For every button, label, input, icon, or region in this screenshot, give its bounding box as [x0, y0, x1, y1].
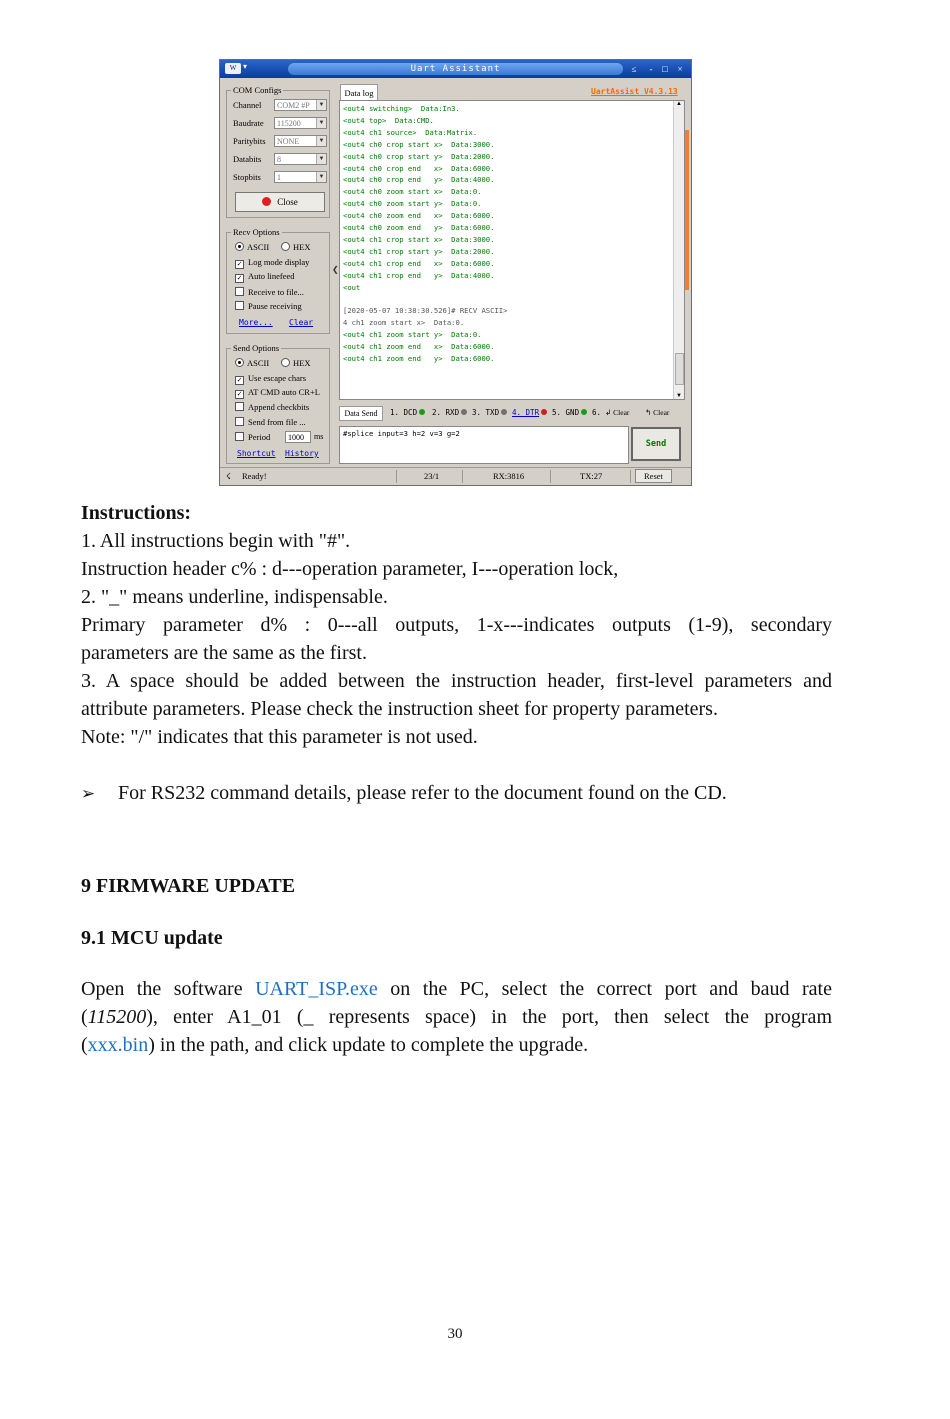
scroll-thumb[interactable]: [675, 353, 684, 385]
page-number: 30: [447, 1326, 463, 1342]
log-line: <out4 ch1 source> Data:Matrix.: [343, 127, 478, 137]
stopbits-row: [231, 171, 329, 183]
uart-assistant-window: [219, 59, 692, 486]
log-line: <out4 ch0 zoom end y> Data:6000.: [343, 223, 495, 232]
divider: [550, 470, 551, 483]
stopbits-select[interactable]: 1 ▼: [274, 171, 327, 183]
bin-file-link[interactable]: xxx.bin: [87, 1034, 149, 1056]
send-hex-radio[interactable]: HEX: [281, 358, 310, 368]
send-options-group: [226, 343, 330, 464]
tab-data-send[interactable]: Data Send: [339, 406, 383, 421]
pause-receiving-checkbox[interactable]: Pause receiving: [235, 301, 302, 311]
databits-row: [231, 153, 329, 165]
paritybits-row: [231, 135, 329, 147]
scroll-up-icon[interactable]: ▲: [676, 101, 682, 107]
status-tx: TX:27: [580, 471, 603, 481]
close-window-button[interactable]: ×: [677, 64, 683, 74]
log-line: <out4 ch0 crop start y> Data:2000.: [343, 151, 495, 161]
recv-options-label: Recv Options: [233, 227, 280, 237]
tab-data-log[interactable]: Data log: [340, 84, 378, 101]
arrow-bullet-icon: ➢: [81, 784, 96, 804]
at-cmd-checkbox[interactable]: ✓ AT CMD auto CR+L: [236, 387, 320, 398]
signal-txd[interactable]: 3. TXD: [472, 408, 507, 417]
send-ascii-radio[interactable]: ASCII: [235, 358, 269, 368]
subsection-heading: 9.1 MCU update: [81, 927, 223, 949]
instruction-line-1: 1. All instructions begin with "#".: [81, 530, 351, 552]
signal-gnd[interactable]: 5. GND: [552, 408, 587, 417]
log-line: <out4 ch0 zoom end x> Data:6000.: [343, 211, 495, 221]
more-link[interactable]: More...: [239, 318, 273, 327]
signal-dcd[interactable]: 1. DCD: [390, 408, 425, 417]
close-port-button[interactable]: [235, 192, 325, 212]
log-line: 4 ch1 zoom start x> Data:0.: [343, 318, 465, 328]
chevron-down-icon: ▼: [316, 100, 326, 110]
status-counter: 23/1: [424, 471, 440, 481]
log-line: <out4 ch1 crop start x> Data:3000.: [343, 234, 495, 244]
channel-label: Channel: [233, 100, 262, 110]
send-input[interactable]: #splice input=3 h=2 v=3 g=2: [339, 426, 629, 464]
pin-icon[interactable]: ≤: [631, 64, 637, 74]
panel-collapse-chevron-icon[interactable]: ❮: [332, 265, 339, 274]
paritybits-label: Paritybits: [233, 136, 266, 146]
divider: [630, 470, 631, 483]
chevron-down-icon: ▼: [316, 118, 326, 128]
status-dot-icon: [419, 409, 425, 415]
log-line: <out4 ch1 zoom start y> Data:0.: [343, 330, 482, 340]
status-dot-icon: [541, 409, 547, 415]
log-line: <out4 ch1 crop end x> Data:6000.: [343, 258, 495, 268]
auto-linefeed-checkbox[interactable]: ✓ Auto linefeed: [236, 271, 295, 282]
baudrate-row: [231, 117, 329, 129]
history-link[interactable]: History: [285, 449, 319, 458]
divider: [396, 470, 397, 483]
log-line: <out4 ch1 crop end y> Data:4000.: [343, 270, 495, 280]
status-rx: RX:3816: [493, 471, 525, 481]
maximize-button[interactable]: □: [662, 64, 668, 74]
title-bar: [220, 60, 691, 78]
instructions-heading: Instructions:: [81, 502, 192, 524]
log-line: <out4 ch0 crop end x> Data:6000.: [343, 163, 495, 173]
eraser-icon: ↲: [605, 408, 612, 417]
channel-select[interactable]: COM2 #P ▼: [274, 99, 327, 111]
send-button[interactable]: Send: [631, 427, 681, 461]
undo-icon: ↰: [645, 408, 652, 417]
chevron-down-icon: ▼: [316, 136, 326, 146]
port-status-icon: [262, 197, 271, 206]
baudrate-select[interactable]: 115200 ▼: [274, 117, 327, 129]
divider: [462, 470, 463, 483]
log-scrollbar[interactable]: [673, 101, 684, 399]
instruction-line-8: Note: "/" indicates that this parameter is not used.: [81, 726, 478, 748]
window-menu-chevron-icon[interactable]: ▾: [243, 62, 248, 71]
brand-version-link[interactable]: UartAssist V4.3.13: [591, 87, 678, 96]
chevron-down-icon: ▼: [316, 154, 326, 164]
instruction-line-5: parameters are the same as the first.: [81, 642, 367, 664]
instruction-line-7: attribute parameters. Please check the instruction sheet for property parameters.: [81, 698, 718, 720]
log-line: <out: [343, 282, 361, 292]
clear-all-button[interactable]: ↰ Clear: [645, 408, 670, 417]
log-line: <out4 ch0 crop start x> Data:3000.: [343, 139, 495, 149]
stopbits-label: Stopbits: [233, 172, 261, 182]
instruction-line-4: Primary parameter d% : 0---all outputs, 1-x---indicates outputs (1-9), secondary: [81, 614, 832, 636]
receive-to-file-checkbox[interactable]: Receive to file...: [235, 287, 304, 297]
log-line: <out4 ch0 crop end y> Data:4000.: [343, 175, 495, 185]
bullet-text: For RS232 command details, please refer to the document found on the CD.: [118, 782, 727, 804]
databits-select[interactable]: 8 ▼: [274, 153, 327, 165]
section-heading: 9 FIRMWARE UPDATE: [81, 875, 296, 897]
send-from-file-checkbox[interactable]: Send from file ...: [235, 417, 306, 427]
recv-hex-radio[interactable]: HEX: [281, 242, 310, 252]
instruction-line-2: Instruction header c% : d---operation parameter, I---operation lock,: [81, 558, 619, 580]
period-checkbox[interactable]: Period: [235, 432, 270, 442]
status-dot-icon: [461, 409, 467, 415]
scroll-down-icon[interactable]: ▼: [676, 393, 682, 399]
uart-isp-link[interactable]: UART_ISP.exe: [255, 978, 378, 1000]
reset-button[interactable]: Reset: [635, 469, 672, 483]
signal-dtr[interactable]: 4. DTR: [512, 408, 547, 417]
paragraph-line-3: (xxx.bin) in the path, and click update to complete the upgrade.: [81, 1034, 589, 1056]
recv-ascii-radio[interactable]: ASCII: [235, 242, 269, 252]
paritybits-select[interactable]: NONE ▼: [274, 135, 327, 147]
close-port-label: Close: [277, 197, 298, 207]
databits-label: Databits: [233, 154, 262, 164]
status-ready: Ready!: [242, 471, 267, 481]
com-configs-label: COM Configs: [233, 85, 282, 95]
instruction-line-3: 2. "_" means underline, indispensable.: [81, 586, 388, 608]
use-escape-checkbox[interactable]: ✓ Use escape chars: [236, 373, 307, 384]
log-line: [2020-05-07 10:38:30.526]# RECV ASCII>: [343, 306, 508, 316]
log-line: <out4 ch0 zoom start y> Data:0.: [343, 199, 482, 209]
log-line: <out4 ch1 zoom end y> Data:6000.: [343, 353, 495, 363]
log-line: <out4 ch0 zoom start x> Data:0.: [343, 187, 482, 197]
ready-icon: ☇: [226, 471, 231, 481]
data-send-toolbar: [339, 406, 689, 422]
period-unit: ms: [314, 432, 324, 441]
status-dot-icon: [501, 409, 507, 415]
shortcut-link[interactable]: Shortcut: [237, 449, 276, 458]
signal-rxd[interactable]: 2. RXD: [432, 408, 467, 417]
instruction-line-6: 3. A space should be added between the instruction header, first-level parameters and: [81, 670, 832, 692]
paragraph-line-2: (115200), enter A1_01 (_ represents space) in the port, then select the program: [81, 1006, 832, 1028]
log-line: <out4 top> Data:CMD.: [343, 115, 434, 125]
append-checkbits-checkbox[interactable]: Append checkbits: [235, 402, 309, 412]
splitter-handle[interactable]: [685, 130, 689, 290]
paragraph-line-1: Open the software UART_ISP.exe on the PC, select the correct port and baud rate: [81, 978, 832, 1000]
log-line: <out4 ch1 crop start y> Data:2000.: [343, 246, 495, 256]
log-mode-checkbox[interactable]: ✓ Log mode display: [236, 257, 310, 268]
status-dot-icon: [581, 409, 587, 415]
bullet-item: [81, 779, 832, 808]
status-bar: [220, 467, 691, 486]
recv-options-group: [226, 227, 330, 334]
baudrate-label: Baudrate: [233, 118, 264, 128]
log-line: <out4 ch1 zoom end x> Data:6000.: [343, 342, 495, 351]
signal-6: 6.: [592, 408, 602, 417]
data-log-area[interactable]: [339, 100, 685, 400]
log-line: <out4 switching> Data:In3.: [343, 104, 460, 113]
period-input[interactable]: 1000: [285, 431, 311, 443]
minimize-button[interactable]: -: [649, 64, 653, 74]
window-title: Uart Assistant: [288, 63, 623, 75]
channel-row: [231, 99, 329, 111]
send-options-label: Send Options: [233, 343, 280, 353]
clear-send-button[interactable]: ↲ Clear: [605, 408, 630, 417]
app-logo-icon: W: [225, 63, 241, 74]
recv-clear-link[interactable]: Clear: [289, 318, 314, 327]
chevron-down-icon: ▼: [316, 172, 326, 182]
